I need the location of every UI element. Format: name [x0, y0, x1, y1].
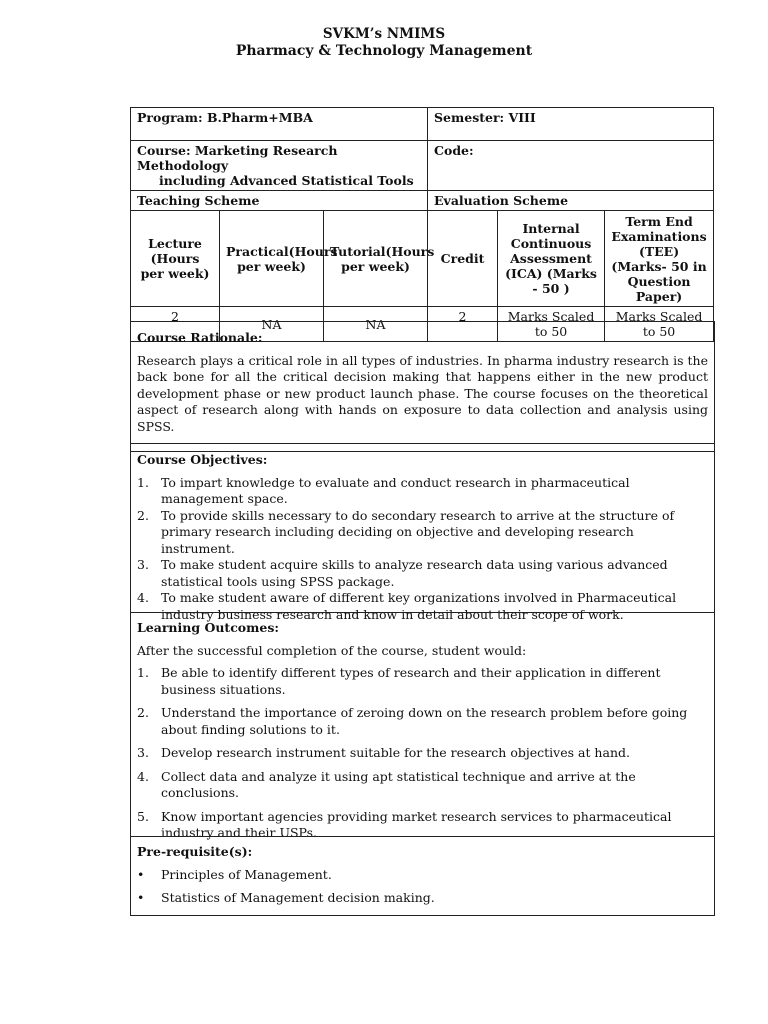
course-rationale-section [130, 321, 715, 452]
outcome-item: 4. Collect data and analyze it using apt statistical technique and arrive at the conclusions. [137, 768, 636, 800]
semester-cell: Semester: VIII [428, 108, 714, 141]
objective-item: 4. To make student aware of different key organizations involved in Pharmaceutical industry business research and know in detail about their scope of work. [137, 590, 677, 622]
course-title-line2: including Advanced Statistical Tools [159, 173, 414, 188]
prerequisites-section [130, 836, 715, 916]
prereq-item: • Statistics of Management decision making. [137, 890, 435, 905]
outcomes-intro: After the successful completion of the course, student would: [137, 642, 527, 658]
tee-value: Marks Scaled to 50 [605, 307, 714, 342]
rationale-text: Research plays a critical role in all types of industries. In pharma industry research is the back bone for all the critical decision making that happens either in the new product development phase or new product launch phase. The course focuses on the theoretical aspect of research along with hands on exposure to data collection and analysis using SPSS. [137, 352, 708, 434]
prereq-item: • Principles of Management. [137, 866, 332, 882]
outcomes-heading: Learning Outcomes: [137, 620, 279, 635]
evaluation-scheme-heading: Evaluation Scheme [428, 191, 714, 211]
program-cell: Program: B.Pharm+MBA [131, 108, 428, 141]
objectives-heading: Course Objectives: [137, 452, 268, 467]
credit-header: Credit [428, 211, 498, 307]
objective-item: 2. To provide skills necessary to do secondary research to arrive at the structure of primary research including deciding on objective and developing research instrument. [137, 507, 675, 556]
credit-value: 2 [428, 307, 498, 342]
outcome-item: 2. Understand the importance of zeroing down on the research problem before going about finding solutions to it. [137, 705, 688, 737]
objective-item: 3. To make student acquire skills to analyze research data using various advanced statistical tools using SPSS package. [137, 557, 668, 589]
course-objectives-section [130, 443, 715, 622]
practical-header: Practical(Hours per week) [220, 211, 324, 307]
bullet-icon: • [137, 866, 145, 882]
course-title-line1: Course: Marketing Research Methodology [137, 143, 338, 173]
practical-value: NA [220, 307, 324, 342]
course-cell [131, 141, 428, 191]
institution-name: SVKM’s NMIMS [322, 26, 446, 42]
ica-value: Marks Scaled to 50 [498, 307, 605, 342]
bullet-icon: • [137, 890, 145, 905]
school-name: Pharmacy & Technology Management [235, 43, 533, 59]
lecture-header: Lecture (Hours per week) [131, 211, 220, 307]
lecture-value: 2 [131, 307, 220, 342]
outcome-item: 3. Develop research instrument suitable for the research objectives at hand. [137, 745, 630, 760]
outcome-item: 1. Be able to identify different types of research and their application in different business situations. [137, 665, 661, 697]
ica-header: Internal Continuous Assessment (ICA) (Marks - 50 ) [498, 211, 605, 307]
learning-outcomes-section [130, 612, 715, 840]
tutorial-value: NA [324, 307, 428, 342]
tee-header: Term End Examinations (TEE) (Marks- 50 in Question Paper) [605, 211, 714, 307]
objective-item: 1. To impart knowledge to evaluate and conduct research in pharmaceutical management space. [137, 474, 630, 506]
prereq-heading: Pre-requisite(s): [137, 844, 253, 859]
tutorial-header: Tutorial(Hours per week) [324, 211, 428, 307]
code-cell: Code: [428, 141, 714, 191]
course-info-table [130, 107, 714, 342]
outcome-item: 5. Know important agencies providing market research services to pharmaceutical industry and their USPs. [137, 808, 672, 840]
teaching-scheme-heading: Teaching Scheme [131, 191, 428, 211]
rationale-heading: Course Rationale: [137, 330, 263, 345]
